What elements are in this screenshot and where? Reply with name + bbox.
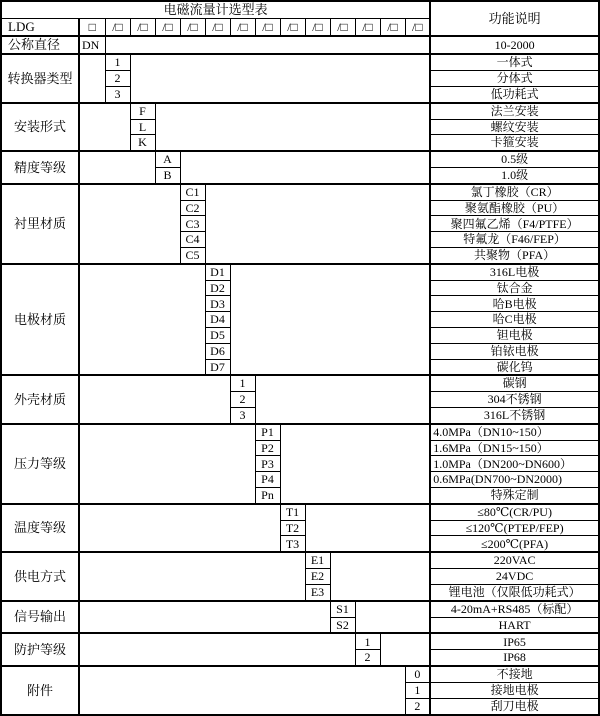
category-row (1, 375, 599, 391)
option-code: P1 (255, 424, 280, 440)
option-code: P4 (255, 472, 280, 488)
option-function: 1.0级 (430, 168, 599, 184)
category-row (1, 264, 599, 280)
option-function: 钛合金 (430, 280, 599, 296)
option-code: S2 (330, 617, 355, 633)
option-code: E2 (305, 569, 330, 585)
option-function: 4.0MPa（DN10~150） (430, 424, 599, 440)
option-function: 低功耗式 (430, 86, 599, 102)
category-row (1, 424, 599, 440)
category-row (1, 601, 599, 617)
option-function: 1.0MPa（DN200~DN600） (430, 456, 599, 472)
option-function: 铂铱电极 (430, 343, 599, 359)
option-function: 10-2000 (430, 36, 599, 54)
spacer-cell (205, 184, 430, 264)
function-header: 功能说明 (430, 1, 599, 36)
option-code: 1 (405, 682, 430, 698)
option-function: 哈C电极 (430, 312, 599, 328)
option-code: C1 (180, 184, 205, 200)
spacer-cell (79, 54, 105, 102)
option-code: F (130, 103, 155, 119)
option-code: 2 (355, 650, 380, 666)
option-function: 分体式 (430, 71, 599, 87)
option-function: 法兰安装 (430, 103, 599, 119)
option-function: 1.6MPa（DN15~150） (430, 440, 599, 456)
option-code: C4 (180, 232, 205, 248)
spacer-cell (79, 103, 130, 151)
model-code-slot: /□ (405, 19, 430, 37)
spacer-cell (280, 424, 430, 504)
model-code-slot: /□ (280, 19, 305, 37)
option-function: 共聚物（PFA） (430, 248, 599, 264)
category-label: 衬里材质 (1, 184, 79, 264)
option-code: C2 (180, 200, 205, 216)
spacer-cell (79, 666, 405, 715)
category-label: 外壳材质 (1, 375, 79, 423)
option-code: B (155, 168, 180, 184)
option-function: 聚四氟乙烯（F4/PTFE） (430, 216, 599, 232)
spacer-cell (79, 601, 330, 634)
option-function: 24VDC (430, 569, 599, 585)
spacer-cell (180, 151, 430, 184)
spacer-cell (79, 552, 305, 600)
model-code-slot: /□ (330, 19, 355, 37)
model-code-slot: /□ (355, 19, 380, 37)
option-function: 一体式 (430, 54, 599, 70)
option-code: T2 (280, 520, 305, 536)
option-function: ≤80℃(CR/PU) (430, 504, 599, 520)
option-function: 螺纹安装 (430, 119, 599, 135)
option-code: P2 (255, 440, 280, 456)
spacer-cell (255, 375, 430, 423)
spacer-cell (155, 103, 430, 151)
option-function: ≤200℃(PFA) (430, 536, 599, 552)
model-code-slot: /□ (130, 19, 155, 37)
option-code: 2 (230, 392, 255, 408)
option-function: 220VAC (430, 552, 599, 568)
spacer-cell (79, 504, 280, 552)
spacer-cell (79, 264, 205, 376)
option-function: 4-20mA+RS485（标配） (430, 601, 599, 617)
diameter-row (1, 36, 599, 54)
category-label: 温度等级 (1, 504, 79, 552)
category-row (1, 103, 599, 119)
category-row (1, 54, 599, 70)
spacer-cell (79, 184, 180, 264)
option-function: 碳钢 (430, 375, 599, 391)
option-function: 聚氨酯橡胶（PU） (430, 200, 599, 216)
model-code-slot: /□ (105, 19, 130, 37)
option-function: 316L不锈钢 (430, 407, 599, 423)
option-function: 刮刀电极 (430, 698, 599, 715)
option-function: 氯丁橡胶（CR） (430, 184, 599, 200)
spacer-cell (305, 504, 430, 552)
spacer-cell (79, 424, 255, 504)
category-row (1, 151, 599, 167)
option-code: D1 (205, 264, 230, 280)
model-code-slot: /□ (155, 19, 180, 37)
category-label: 转换器类型 (1, 54, 79, 102)
option-code: S1 (330, 601, 355, 617)
option-function: HART (430, 617, 599, 633)
spacer-cell (79, 633, 355, 666)
category-row (1, 504, 599, 520)
option-function: 特殊定制 (430, 487, 599, 503)
category-row (1, 666, 599, 682)
option-code: E1 (305, 552, 330, 568)
title-row (1, 1, 599, 19)
spacer-cell (380, 633, 430, 666)
option-code: A (155, 151, 180, 167)
option-code: D3 (205, 296, 230, 312)
model-code-slot: /□ (380, 19, 405, 37)
option-code: D5 (205, 327, 230, 343)
option-code: D6 (205, 343, 230, 359)
category-label: 供电方式 (1, 552, 79, 600)
model-code-slot: /□ (180, 19, 205, 37)
model-base-box: □ (79, 19, 105, 37)
option-code: D2 (205, 280, 230, 296)
category-label: 公称直径 (1, 36, 79, 54)
model-prefix: LDG (1, 19, 79, 37)
option-code: C3 (180, 216, 205, 232)
model-code-slot: /□ (230, 19, 255, 37)
option-code: D7 (205, 359, 230, 375)
model-code-slot: /□ (205, 19, 230, 37)
spacer-cell (230, 264, 430, 376)
spacer-cell (355, 601, 430, 634)
table-title: 电磁流量计选型表 (1, 1, 430, 19)
spacer-cell (330, 552, 430, 600)
model-code-slot: /□ (305, 19, 330, 37)
option-code: T1 (280, 504, 305, 520)
spacer-cell (105, 36, 430, 54)
option-function: 316L电极 (430, 264, 599, 280)
option-code: Pn (255, 487, 280, 503)
option-function: 接地电极 (430, 682, 599, 698)
option-code: D4 (205, 312, 230, 328)
spacer-cell (79, 151, 155, 184)
category-label: 防护等级 (1, 633, 79, 666)
option-code: 1 (355, 633, 380, 649)
option-function: 0.6MPa(DN700~DN2000) (430, 472, 599, 488)
option-code: L (130, 119, 155, 135)
option-function: 钽电极 (430, 327, 599, 343)
category-row (1, 633, 599, 649)
option-code: 1 (105, 54, 130, 70)
option-code: 2 (105, 71, 130, 87)
option-code: 0 (405, 666, 430, 682)
option-function: 不接地 (430, 666, 599, 682)
option-function: 特氟龙（F46/FEP） (430, 232, 599, 248)
option-code: K (130, 135, 155, 151)
option-function: 卡箍安装 (430, 135, 599, 151)
option-code: DN (79, 36, 105, 54)
category-label: 信号输出 (1, 601, 79, 634)
category-label: 电极材质 (1, 264, 79, 376)
category-label: 压力等级 (1, 424, 79, 504)
option-code: 2 (405, 698, 430, 715)
option-function: ≤120℃(PTEP/FEP) (430, 520, 599, 536)
category-row (1, 184, 599, 200)
option-function: 0.5级 (430, 151, 599, 167)
option-function: 304不锈钢 (430, 392, 599, 408)
option-code: T3 (280, 536, 305, 552)
category-row (1, 552, 599, 568)
category-label: 附件 (1, 666, 79, 715)
option-function: 哈B电极 (430, 296, 599, 312)
model-code-slot: /□ (255, 19, 280, 37)
category-label: 精度等级 (1, 151, 79, 184)
spacer-cell (79, 375, 230, 423)
category-label: 安装形式 (1, 103, 79, 151)
spacer-cell (130, 54, 430, 102)
option-code: 1 (230, 375, 255, 391)
option-code: 3 (105, 86, 130, 102)
option-function: IP68 (430, 650, 599, 666)
option-code: P3 (255, 456, 280, 472)
option-code: 3 (230, 407, 255, 423)
option-function: 碳化钨 (430, 359, 599, 375)
option-function: 锂电池（仅限低功耗式） (430, 584, 599, 600)
option-code: C5 (180, 248, 205, 264)
option-function: IP65 (430, 633, 599, 649)
option-code: E3 (305, 584, 330, 600)
